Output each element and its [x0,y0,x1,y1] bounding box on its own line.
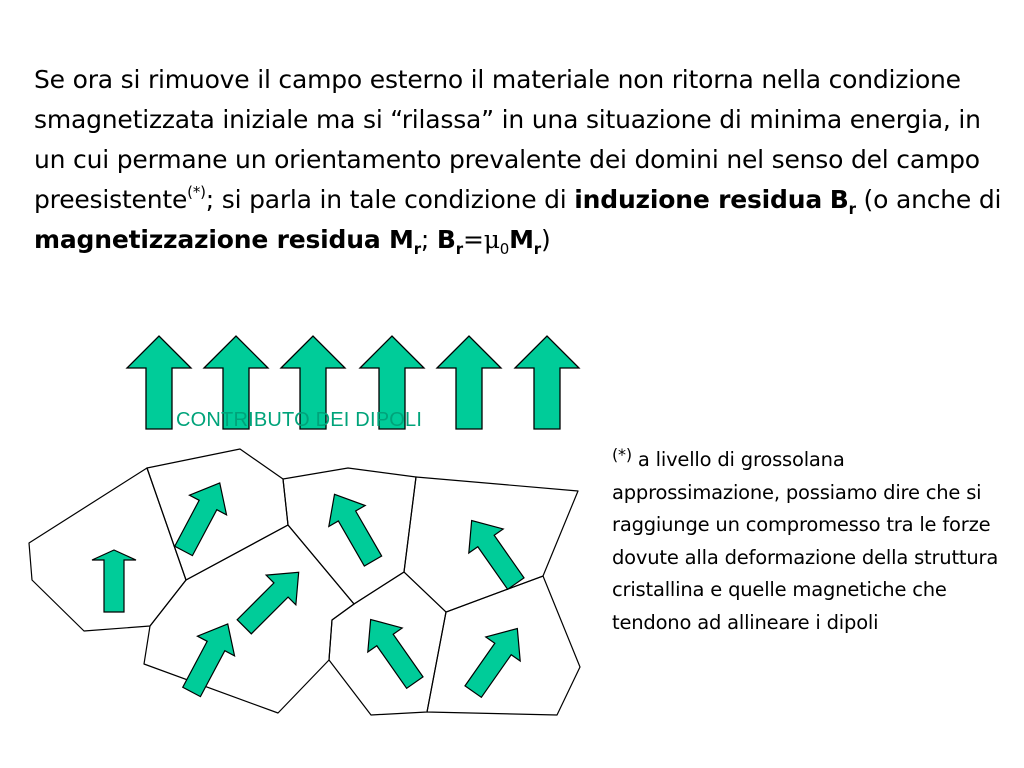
footnote-text: a livello di grossolana approssimazione, possiamo dire che si raggiunge un compromesso tra le forze dovute alla deformazione della struttura cristallina e quelle magnetiche che tendono ad allineare i dipoli [612,448,999,634]
mu-symbol: μ [483,225,500,254]
subscript-r-2: r [413,240,421,258]
subscript-r-3: r [455,240,463,258]
footnote-mark: (*) [612,445,632,464]
paren-open-text: (o anche di [855,185,1002,214]
semicolon: ; [420,225,430,254]
tilted-arrow-icon [454,508,533,595]
tilted-arrow-icon [353,607,432,694]
symbol-b-1: B [829,185,849,214]
paren-close: ) [541,225,551,254]
tilted-arrow-icon [456,616,535,703]
tilted-arrow-icon [92,550,136,612]
subscript-r-1: r [848,200,856,218]
term-magnetizzazione-residua: magnetizzazione residua M [34,225,414,254]
symbol-b-2: B [436,225,456,254]
footnote [612,444,1012,639]
footnote-mark: (*) [187,183,206,201]
tilted-arrow-icon [316,484,391,572]
after-mark-text: ; si parla in tale condizione di [205,185,575,214]
tilted-arrow-icon [165,473,238,561]
subscript-r-4: r [533,240,541,258]
term-induzione-residua: induzione residua [574,185,822,214]
equals-sign: = [462,225,484,254]
intro-text: Se ora si rimuove il campo esterno il materiale non ritorna nella condizione smagnetizzata iniziale ma si “rilassa” in una situazione di minima energia, in un cui permane un orientamento prevalente dei domini nel senso del campo preesistente [34,65,981,214]
subscript-0: 0 [499,240,510,258]
symbol-m: M [509,225,534,254]
domain-boundary [147,449,288,580]
dipoles-label: CONTRIBUTO DEI DIPOLI [176,409,423,431]
tilted-arrow-icon [229,557,313,641]
